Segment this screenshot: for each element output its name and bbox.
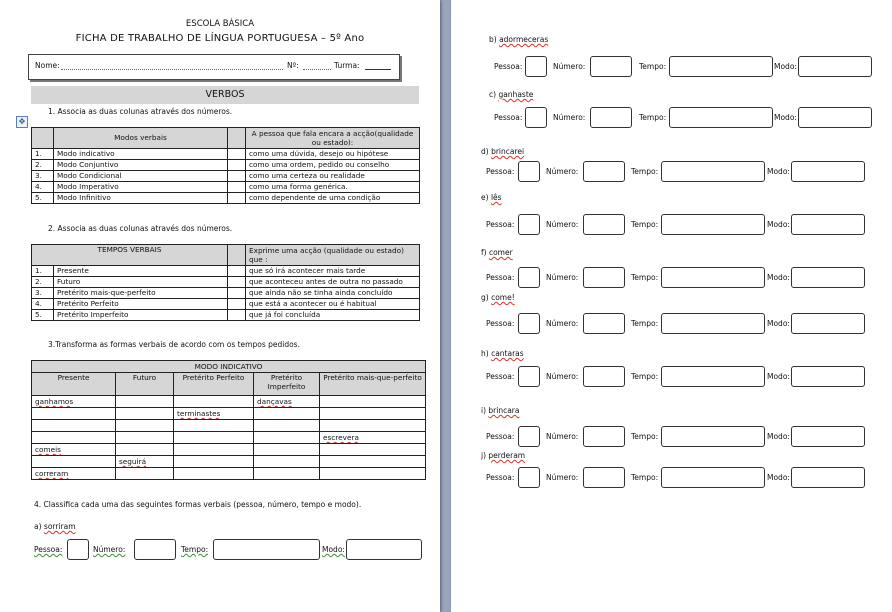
column-header: Pretérito mais-que-perfeito <box>320 373 426 396</box>
item-letter: d) <box>481 147 489 156</box>
tempo-field[interactable] <box>661 267 765 288</box>
table-row <box>32 266 420 277</box>
numero-field[interactable] <box>583 366 625 387</box>
table-cell[interactable]: seguirá <box>116 456 174 468</box>
pessoa-label: Pessoa: <box>34 545 63 554</box>
modo-label: Modo: <box>767 432 790 441</box>
pessoa-field[interactable] <box>518 214 540 235</box>
row-number: 5. <box>32 193 54 204</box>
table-cell[interactable]: comeis <box>32 444 116 456</box>
tenses-header-blank <box>228 245 246 266</box>
item-letter: i) <box>481 406 487 415</box>
pessoa-label: Pessoa: <box>486 372 515 381</box>
numero-field[interactable] <box>583 467 625 488</box>
answer-cell[interactable] <box>228 277 246 288</box>
tempo-field[interactable] <box>669 107 773 128</box>
class-line[interactable] <box>365 69 391 70</box>
pessoa-label: Pessoa: <box>486 167 515 176</box>
table-cell[interactable] <box>320 396 426 408</box>
tempo-field[interactable] <box>669 56 773 77</box>
table-cell[interactable] <box>174 444 254 456</box>
item-verb: comer <box>488 248 513 257</box>
table-row <box>32 456 426 468</box>
left-page <box>0 0 440 612</box>
modo-field[interactable] <box>791 267 865 288</box>
item-letter: h) <box>481 349 489 358</box>
item-verb: lês <box>490 193 502 202</box>
mood-name: Modo Infinitivo <box>54 193 228 204</box>
right-page <box>451 0 892 612</box>
exercise-4-instruction: 4. Classifica cada uma das seguintes formas verbais (pessoa, número, tempo e modo). <box>34 500 362 509</box>
tense-description: que só irá acontecer mais tarde <box>246 266 420 277</box>
tense-name: Futuro <box>54 277 228 288</box>
table-row <box>32 432 426 444</box>
numero-field[interactable] <box>583 313 625 334</box>
answer-cell[interactable] <box>228 193 246 204</box>
modo-label: Modo: <box>322 545 345 554</box>
answer-cell[interactable] <box>228 266 246 277</box>
column-header: Presente <box>32 373 116 396</box>
modo-field[interactable] <box>798 107 872 128</box>
table-cell[interactable] <box>174 456 254 468</box>
numero-label: Número: <box>93 545 126 554</box>
mood-name: Modo Imperativo <box>54 182 228 193</box>
table-row <box>32 149 420 160</box>
tense-name: Pretérito Perfeito <box>54 299 228 310</box>
table-row <box>32 171 420 182</box>
name-label: Nome: <box>35 61 60 70</box>
table-row <box>32 310 420 321</box>
tempo-field[interactable] <box>661 313 765 334</box>
number-line[interactable] <box>303 69 331 70</box>
table-cell[interactable] <box>116 444 174 456</box>
numero-label: Número: <box>546 372 579 381</box>
column-header: Pretérito Imperfeito <box>254 373 320 396</box>
numero-label: Número: <box>546 473 579 482</box>
table-row <box>32 396 426 408</box>
answer-cell[interactable] <box>228 171 246 182</box>
table-row <box>32 277 420 288</box>
item-label <box>489 90 533 99</box>
answer-cell[interactable] <box>228 299 246 310</box>
indicative-table <box>31 360 426 480</box>
tense-description: que está a acontecer ou é habitual <box>246 299 420 310</box>
table-cell[interactable] <box>32 408 116 420</box>
table-cell[interactable] <box>254 408 320 420</box>
item-verb: sorriram <box>43 522 76 531</box>
table-cell[interactable]: dançavas <box>254 396 320 408</box>
tempo-label: Tempo: <box>631 220 659 229</box>
item-letter: e) <box>481 193 489 202</box>
modo-label: Modo: <box>767 273 790 282</box>
class-label: Turma: <box>334 61 360 70</box>
name-box <box>28 54 400 80</box>
item-verb: adormeceras <box>499 35 549 44</box>
numero-label: Número: <box>553 62 586 71</box>
answer-cell[interactable] <box>228 288 246 299</box>
modo-field[interactable] <box>791 161 865 182</box>
table-row <box>32 193 420 204</box>
table-row <box>32 182 420 193</box>
numero-field[interactable] <box>583 267 625 288</box>
tenses-table <box>31 244 420 321</box>
tenses-header-left: TEMPOS VERBAIS <box>32 245 228 266</box>
column-header: Futuro <box>116 373 174 396</box>
worksheet-title: FICHA DE TRABALHO DE LÍNGUA PORTUGUESA – 5º Ano <box>75 33 365 44</box>
answer-cell[interactable] <box>228 310 246 321</box>
tempo-label: Tempo: <box>631 167 659 176</box>
modo-label: Modo: <box>767 220 790 229</box>
pessoa-label: Pessoa: <box>486 273 515 282</box>
table-cell[interactable] <box>32 456 116 468</box>
exercise-1-instruction: 1. Associa as duas colunas através dos números. <box>48 107 233 116</box>
row-number: 2. <box>32 160 54 171</box>
item-label <box>481 451 525 460</box>
tempo-field[interactable] <box>661 366 765 387</box>
moods-header-blank <box>32 128 54 149</box>
item-label <box>481 406 520 415</box>
numero-label: Número: <box>553 113 586 122</box>
numero-label: Número: <box>546 220 579 229</box>
tempo-label: Tempo: <box>631 273 659 282</box>
moods-table <box>31 127 420 204</box>
numero-field[interactable] <box>590 107 632 128</box>
row-number: 1. <box>32 149 54 160</box>
modo-field[interactable] <box>791 467 865 488</box>
indicative-table-title: MODO INDICATIVO <box>32 361 426 373</box>
table-row <box>32 408 426 420</box>
numero-field[interactable] <box>583 161 625 182</box>
tempo-field[interactable] <box>661 161 765 182</box>
modo-label: Modo: <box>767 167 790 176</box>
mood-name: Modo Condicional <box>54 171 228 182</box>
table-cell[interactable] <box>254 444 320 456</box>
numero-field[interactable] <box>590 56 632 77</box>
table-cell[interactable] <box>116 420 174 432</box>
table-cell[interactable]: escrevera <box>320 432 426 444</box>
item-label <box>481 147 524 156</box>
moods-header-left: Modos verbais <box>54 128 228 149</box>
table-cell[interactable] <box>116 468 174 480</box>
tense-description: que já foi concluída <box>246 310 420 321</box>
table-cell[interactable] <box>254 456 320 468</box>
modo-field[interactable] <box>346 539 422 560</box>
tempo-label: Tempo: <box>631 432 659 441</box>
tense-description: que ainda não se tinha ainda concluído <box>246 288 420 299</box>
pessoa-field[interactable] <box>518 313 540 334</box>
table-cell[interactable] <box>116 396 174 408</box>
table-cell[interactable] <box>116 432 174 444</box>
tense-name: Pretérito mais-que-perfeito <box>54 288 228 299</box>
exercise-3-instruction: 3.Transforma as formas verbais de acordo com os tempos pedidos. <box>48 340 300 349</box>
mood-description: como uma forma genérica. <box>246 182 420 193</box>
table-cell[interactable] <box>254 420 320 432</box>
tense-name: Pretérito Imperfeito <box>54 310 228 321</box>
modo-field[interactable] <box>791 214 865 235</box>
section-title: VERBOS <box>31 86 419 104</box>
table-cell[interactable] <box>174 468 254 480</box>
modo-field[interactable] <box>791 426 865 447</box>
modo-label: Modo: <box>774 62 797 71</box>
table-cell[interactable]: terminastes <box>174 408 254 420</box>
mood-description: como uma dúvida, desejo ou hipótese <box>246 149 420 160</box>
table-cell[interactable] <box>116 408 174 420</box>
number-label: Nº: <box>287 61 299 70</box>
answer-cell[interactable] <box>228 149 246 160</box>
mood-description: como uma certeza ou realidade <box>246 171 420 182</box>
modo-field[interactable] <box>791 366 865 387</box>
table-cell[interactable] <box>320 444 426 456</box>
table-cell[interactable] <box>320 420 426 432</box>
pessoa-field[interactable] <box>518 366 540 387</box>
tempo-label: Tempo: <box>631 473 659 482</box>
mood-name: Modo indicativo <box>54 149 228 160</box>
numero-label: Número: <box>546 319 579 328</box>
mood-name: Modo Conjuntivo <box>54 160 228 171</box>
row-number: 1. <box>32 266 54 277</box>
pessoa-field[interactable] <box>518 267 540 288</box>
modo-field[interactable] <box>791 313 865 334</box>
pessoa-field[interactable] <box>525 107 547 128</box>
table-cell[interactable] <box>174 432 254 444</box>
table-row <box>32 299 420 310</box>
row-number: 3. <box>32 171 54 182</box>
numero-label: Número: <box>546 432 579 441</box>
table-cell[interactable]: correram <box>32 468 116 480</box>
table-row <box>32 288 420 299</box>
item-letter: a) <box>34 522 42 531</box>
table-row <box>32 468 426 480</box>
pessoa-label: Pessoa: <box>494 113 523 122</box>
table-cell[interactable] <box>254 468 320 480</box>
row-number: 4. <box>32 299 54 310</box>
numero-field[interactable] <box>583 426 625 447</box>
school-name: ESCOLA BÁSICA <box>185 19 255 29</box>
tempo-field[interactable] <box>661 426 765 447</box>
numero-field[interactable] <box>583 214 625 235</box>
table-cell[interactable] <box>320 456 426 468</box>
item-verb: brincarei <box>491 147 525 156</box>
tempo-label: Tempo: <box>181 545 209 554</box>
mood-description: como uma ordem, pedido ou conselho <box>246 160 420 171</box>
moods-header-blank <box>228 128 246 149</box>
pessoa-field[interactable] <box>67 539 89 560</box>
table-cell[interactable] <box>320 408 426 420</box>
pessoa-field[interactable] <box>518 467 540 488</box>
name-line[interactable] <box>61 69 283 70</box>
modo-field[interactable] <box>798 56 872 77</box>
item-letter: j) <box>481 451 487 460</box>
item-a-label <box>34 522 76 531</box>
table-row <box>32 420 426 432</box>
table-cell[interactable] <box>32 432 116 444</box>
item-verb: perderam <box>488 451 526 460</box>
mood-description: como dependente de uma condição <box>246 193 420 204</box>
tempo-label: Tempo: <box>631 319 659 328</box>
item-label <box>481 349 524 358</box>
tense-description: que aconteceu antes de outra no passado <box>246 277 420 288</box>
modo-label: Modo: <box>774 113 797 122</box>
tempo-field[interactable] <box>661 467 765 488</box>
row-number: 5. <box>32 310 54 321</box>
table-cell[interactable] <box>174 420 254 432</box>
pessoa-label: Pessoa: <box>494 62 523 71</box>
table-cell[interactable] <box>320 468 426 480</box>
moods-header-right: A pessoa que fala encara a acção(qualidade ou estado): <box>246 128 420 149</box>
pessoa-label: Pessoa: <box>486 473 515 482</box>
item-letter: g) <box>481 293 489 302</box>
item-letter: f) <box>481 248 487 257</box>
row-number: 2. <box>32 277 54 288</box>
tempo-field[interactable] <box>213 539 320 560</box>
pessoa-label: Pessoa: <box>486 220 515 229</box>
numero-field[interactable] <box>134 539 176 560</box>
table-cell[interactable] <box>254 432 320 444</box>
tempo-label: Tempo: <box>639 113 667 122</box>
item-verb: ganhaste <box>498 90 534 99</box>
table-cell[interactable] <box>32 420 116 432</box>
tenses-header-right: Exprime uma acção (qualidade ou estado) que : <box>246 245 420 266</box>
pessoa-field[interactable] <box>518 161 540 182</box>
pessoa-field[interactable] <box>525 56 547 77</box>
tempo-field[interactable] <box>661 214 765 235</box>
item-verb: come! <box>491 293 515 302</box>
item-label <box>481 248 513 257</box>
table-cell[interactable]: ganhamos <box>32 396 116 408</box>
item-letter: b) <box>489 35 497 44</box>
tense-name: Presente <box>54 266 228 277</box>
item-verb: cantaras <box>491 349 524 358</box>
numero-label: Número: <box>546 167 579 176</box>
pessoa-label: Pessoa: <box>486 432 515 441</box>
item-letter: c) <box>489 90 497 99</box>
modo-label: Modo: <box>767 319 790 328</box>
tempo-label: Tempo: <box>639 62 667 71</box>
column-header: Pretérito Perfeito <box>174 373 254 396</box>
answer-cell[interactable] <box>228 182 246 193</box>
numero-label: Número: <box>546 273 579 282</box>
item-label <box>481 193 502 202</box>
pessoa-label: Pessoa: <box>486 319 515 328</box>
row-number: 4. <box>32 182 54 193</box>
modo-label: Modo: <box>767 372 790 381</box>
table-row <box>32 444 426 456</box>
move-handle-icon[interactable]: ✥ <box>16 116 28 128</box>
row-number: 3. <box>32 288 54 299</box>
item-label <box>489 35 548 44</box>
pessoa-field[interactable] <box>518 426 540 447</box>
modo-label: Modo: <box>767 473 790 482</box>
answer-cell[interactable] <box>228 160 246 171</box>
exercise-2-instruction: 2. Associa as duas colunas através dos números. <box>48 224 233 233</box>
tempo-label: Tempo: <box>631 372 659 381</box>
table-cell[interactable] <box>174 396 254 408</box>
table-row <box>32 160 420 171</box>
item-label <box>481 293 515 302</box>
item-verb: brincara <box>488 406 520 415</box>
